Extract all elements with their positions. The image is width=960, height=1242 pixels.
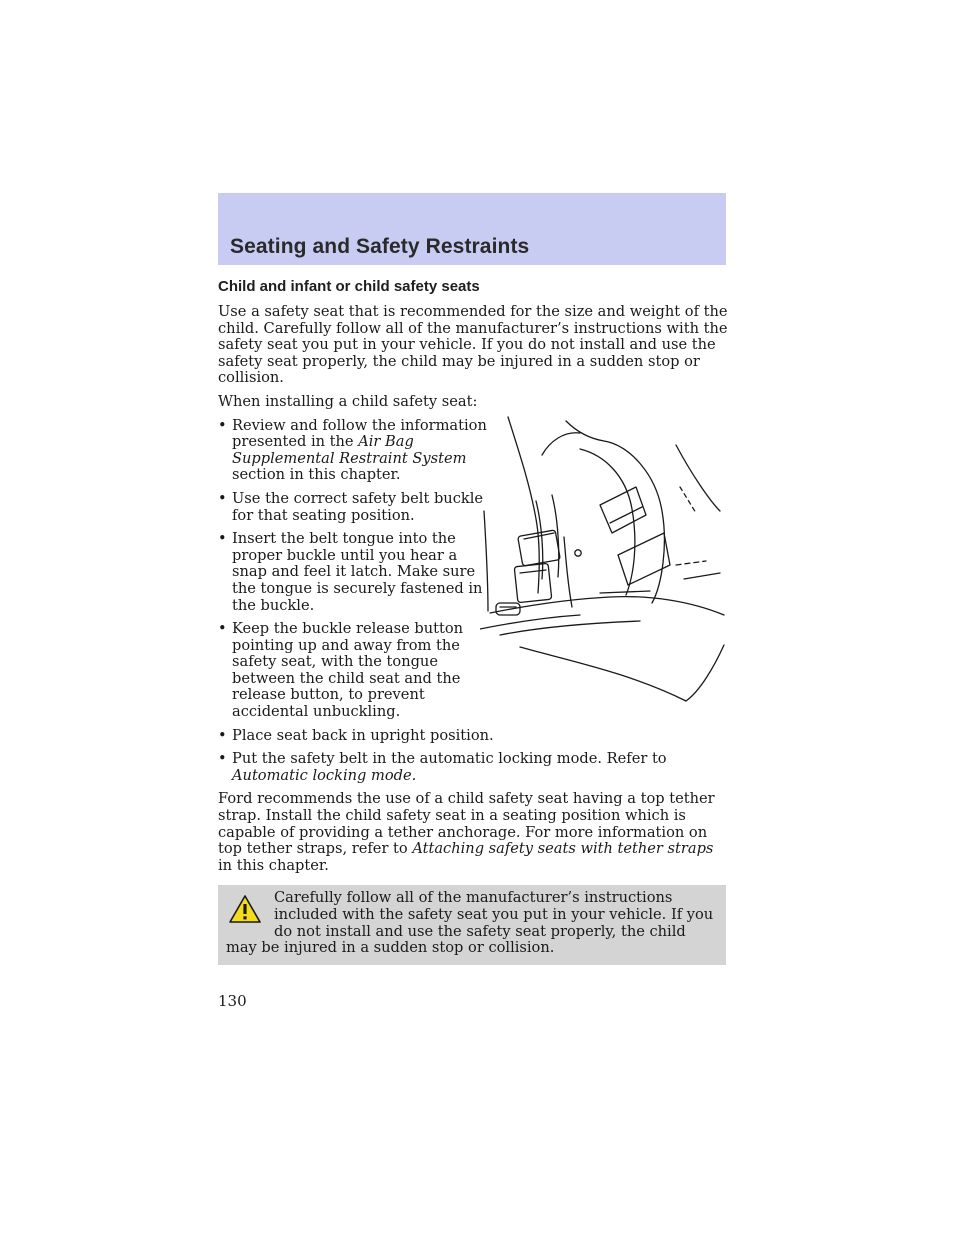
list-item-text: Insert the belt tongue into the proper buckle until you hear a snap and feel it latch. Make sure the tongue is securely fastened in the buckle. [232, 530, 483, 614]
paragraph-text: Ford recommends the use of a child safety seat having a top tether strap. Install the child safety seat in a seating position which is capable of providing a tether anchorage. For more information on top tether straps, refer to [218, 790, 715, 858]
intro-paragraph: Use a safety seat that is recommended for the size and weight of the child. Carefully follow all of the manufacturer’s instructions with the safety seat you put in your vehicle. If you do not install and use the safety seat properly, the child may be injured in a sudden stop or collision. [218, 303, 728, 387]
list-item-text: Put the safety belt in the automatic locking mode. Refer to [232, 750, 667, 768]
cross-reference: Attaching safety seats with tether straps [412, 840, 714, 858]
paragraph-text: in this chapter. [218, 856, 329, 874]
list-item [218, 491, 494, 524]
bullet-marker: • [218, 726, 227, 744]
seat-belt-buckle-illustration [480, 415, 728, 715]
subheading: Child and infant or child safety seats [218, 278, 480, 295]
section-header-band [218, 193, 726, 265]
list-item-text: Review and follow the information presented in the [232, 416, 487, 451]
tether-paragraph [218, 791, 728, 874]
warning-text: Carefully follow all of the manufacturer’s instructions included with the safety seat you put in your vehicle. If you do not install and use the safety seat properly, the child may be injured in a sudden stop or collision. [226, 889, 714, 957]
install-lead: When installing a child safety seat: [218, 392, 478, 410]
list-item-text: Keep the buckle release button pointing up and away from the safety seat, with the tongue between the child seat and the release button, to prevent accidental unbuckling. [232, 620, 464, 721]
cross-reference: Air Bag Supplemental Restraint System [232, 433, 467, 467]
list-item [218, 418, 494, 484]
list-item [218, 751, 728, 784]
bullet-marker: • [218, 530, 227, 548]
warning-triangle-icon [228, 894, 262, 924]
page-number: 130 [218, 992, 247, 1010]
list-item-text: Place seat back in upright position. [232, 726, 494, 744]
bullet-marker: • [218, 620, 227, 638]
bullet-marker: • [218, 750, 227, 768]
warning-box [218, 885, 726, 964]
list-item-text: Use the correct safety belt buckle for that seating position. [232, 489, 484, 524]
section-title: Seating and Safety Restraints [230, 235, 530, 258]
bullet-marker: • [218, 416, 227, 434]
list-item [218, 531, 494, 614]
bullet-marker: • [218, 489, 227, 507]
list-item [218, 621, 494, 721]
list-item [218, 728, 728, 745]
cross-reference: Automatic locking mode. [232, 766, 417, 784]
list-item-text: section in this chapter. [232, 466, 401, 484]
